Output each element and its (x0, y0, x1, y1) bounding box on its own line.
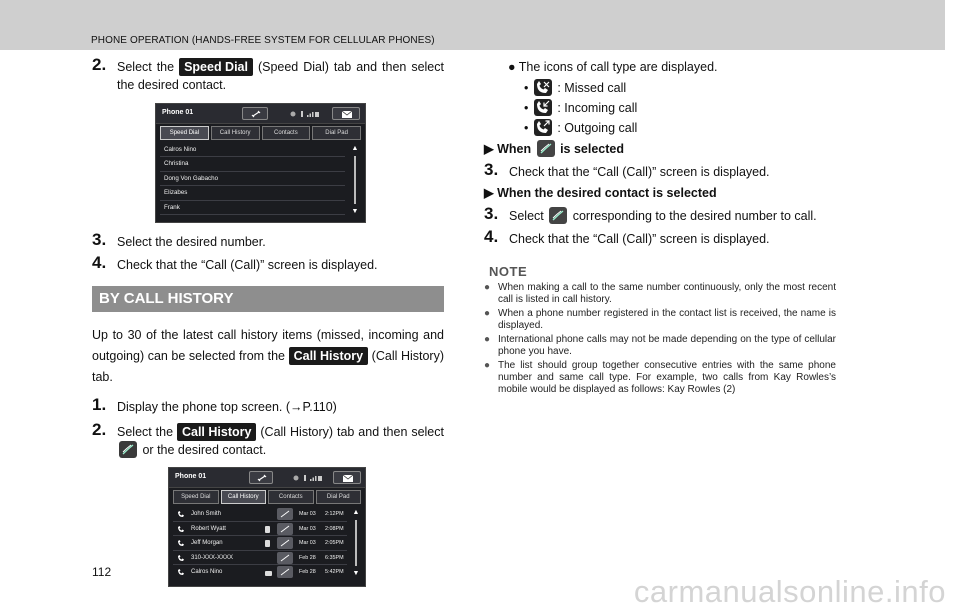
call-time: 6:35PM (325, 554, 344, 561)
call-date: Mar 03 (299, 525, 316, 532)
list-item[interactable]: Dong Von Gabacho (160, 172, 345, 186)
scrollbar[interactable] (351, 508, 361, 582)
speed-dial-screen (155, 103, 366, 223)
call-date: Feb 28 (299, 569, 316, 576)
contact-name: Robert Wyatt (191, 525, 226, 532)
missed-call-icon (534, 79, 552, 96)
call-button-icon (277, 508, 293, 520)
scroll-up-button[interactable]: ▲ (352, 509, 360, 516)
call-button-icon (277, 537, 293, 549)
step-text: Check that the “Call (Call)” screen is displayed. (509, 165, 770, 179)
status-icons (290, 110, 320, 118)
note-text: International phone calls may not be made depending on the type of cellular phone you have. (498, 334, 836, 357)
scroll-down-button[interactable]: ▼ (351, 208, 359, 215)
note-item (484, 282, 836, 306)
home-phone-icon (265, 571, 272, 576)
outgoing-call-entry (484, 118, 836, 138)
call-history-screen (168, 467, 366, 587)
watermark: carmanualsonline.info (633, 574, 946, 609)
messages-button[interactable] (333, 471, 361, 484)
call-type-intro: ● The icons of call type are displayed. (508, 60, 718, 74)
call-date: Mar 03 (299, 540, 316, 547)
call-button[interactable] (277, 566, 293, 578)
link-icon (250, 472, 274, 485)
contact-name: John Smith (191, 511, 222, 517)
step-number: 1. (92, 395, 107, 414)
call-button-icon (119, 441, 137, 458)
mobile-phone-icon (265, 526, 270, 533)
speed-dial-step-2 (92, 55, 444, 94)
outgoing-call-icon (177, 539, 185, 547)
call-button-icon (277, 523, 293, 535)
call-time: 5:42PM (325, 569, 344, 576)
tab-call-history[interactable]: Call History (221, 490, 267, 504)
screen-header (156, 104, 365, 124)
step-number: 3. (484, 160, 499, 179)
outgoing-call-icon (177, 525, 185, 533)
outgoing-call-icon (177, 568, 185, 576)
step-text: or the desired contact. (142, 443, 267, 457)
screen-tabs (173, 490, 361, 504)
note-item (484, 334, 836, 358)
section-title-bar: BY CALL HISTORY (92, 286, 444, 312)
speed-dial-step-4 (92, 253, 444, 274)
scroll-up-button[interactable]: ▲ (351, 145, 359, 152)
call-type-label: : Missed call (557, 81, 627, 95)
tab-dial-pad[interactable]: Dial Pad (312, 126, 361, 140)
signal-icon (293, 474, 323, 482)
contact-name: 310-XXX-XXXX (191, 554, 234, 561)
outgoing-call-icon (534, 119, 552, 136)
note-text: When making a call to the same number continuously, only the most recent call is listed in call history. (498, 282, 836, 305)
bullet: • (524, 81, 529, 95)
link-icon (243, 108, 269, 121)
step-text: Check that the “Call (Call)” screen is displayed. (117, 258, 378, 272)
outgoing-call-icon (177, 510, 185, 518)
call-button-icon (277, 566, 293, 578)
call-type-label: : Outgoing call (557, 121, 638, 135)
call-time: 2:05PM (325, 540, 344, 547)
tab-call-history[interactable]: Call History (211, 126, 260, 140)
call-button-icon (549, 207, 567, 224)
missed-call-entry (484, 78, 836, 98)
call-history-intro (92, 325, 444, 388)
tab-contacts[interactable]: Contacts (268, 490, 314, 504)
scroll-track (355, 520, 357, 566)
step-text: (Speed Dial) tab and then select the desired contact. (117, 60, 444, 92)
status-icons (293, 474, 323, 482)
step-number: 4. (484, 227, 499, 246)
note-bullet: ● (484, 334, 491, 345)
scroll-track (354, 156, 356, 204)
step-text: Select the desired number. (117, 235, 266, 249)
call-type-label: : Incoming call (557, 101, 638, 115)
call-button-icon (277, 552, 293, 564)
screen-tabs (160, 126, 361, 140)
call-history-list (173, 507, 347, 580)
history-step-1 (92, 395, 444, 416)
note-text: When a phone number registered in the contact list is received, the name is displayed. (498, 308, 836, 331)
when-text: is selected (560, 142, 625, 156)
note-bullet: ● (484, 360, 491, 371)
para-text: (Call History) tab. (92, 349, 445, 384)
when-text: ▶ When (484, 142, 532, 156)
when-call-button-selected (484, 139, 836, 159)
step-text: Select the (117, 60, 175, 74)
note-heading: NOTE (489, 264, 528, 279)
contact-name: Calros Nino (191, 569, 223, 576)
step-text: Select (509, 209, 544, 223)
call-button-icon (537, 140, 555, 157)
call-button[interactable] (277, 537, 293, 549)
right-column (484, 58, 836, 396)
call-time: 2:08PM (325, 525, 344, 532)
bluetooth-button[interactable] (242, 107, 268, 120)
call-date: Feb 28 (299, 554, 316, 561)
outgoing-call-icon (177, 554, 185, 562)
step-text: corresponding to the desired number to call. (572, 209, 817, 223)
call-history-tab-badge: Call History (177, 423, 256, 441)
step-number: 3. (484, 204, 499, 223)
call-button[interactable] (277, 523, 293, 535)
tab-speed-dial[interactable]: Speed Dial (173, 490, 219, 504)
bullet: • (524, 121, 529, 135)
note-bullet: ● (484, 308, 491, 319)
bullet: • (524, 101, 529, 115)
step-number: 2. (92, 55, 107, 74)
table-row[interactable] (173, 565, 347, 580)
list-item[interactable]: Frank (160, 201, 345, 215)
tab-contacts[interactable]: Contacts (262, 126, 311, 140)
messages-button[interactable] (332, 107, 360, 120)
call-button[interactable] (277, 552, 293, 564)
list-item[interactable]: Elizabes (160, 186, 345, 200)
scrollbar[interactable] (350, 144, 360, 218)
envelope-icon (333, 108, 361, 121)
history-step-2 (92, 420, 444, 459)
call-history-tab-badge: Call History (289, 347, 368, 365)
step-text: (Call History) tab and then select (260, 425, 444, 439)
left-column (92, 55, 445, 587)
contact-name: Jeff Morgan (191, 540, 223, 547)
signal-icon (290, 110, 320, 118)
step-number: 3. (92, 230, 107, 249)
tab-dial-pad[interactable]: Dial Pad (316, 490, 362, 504)
header-title: PHONE OPERATION (HANDS-FREE SYSTEM FOR CELLULAR PHONES) (91, 35, 435, 46)
para-text: Up to 30 of the latest call history items (missed, incoming and outgoing) can be selected from the (92, 328, 444, 363)
table-row[interactable] (173, 551, 347, 566)
call-time: 2:12PM (325, 511, 344, 517)
step-text: Display the phone top screen. (→P.110) (117, 400, 337, 414)
scroll-down-button[interactable]: ▼ (352, 570, 360, 577)
page-number: 112 (92, 565, 112, 579)
note-list (484, 282, 836, 396)
call-button[interactable] (277, 508, 293, 520)
contact-step-3 (484, 204, 836, 225)
table-row[interactable] (173, 536, 347, 551)
when-contact-selected: ▶ When the desired contact is selected (484, 186, 717, 200)
step-text: Check that the “Call (Call)” screen is displayed. (509, 232, 770, 246)
incoming-call-entry (484, 98, 836, 118)
list-item[interactable]: Christina (160, 157, 345, 171)
step-text: Select the (117, 425, 174, 439)
speed-dial-tab-badge: Speed Dial (179, 58, 253, 76)
work-phone-icon (265, 540, 270, 547)
screen-title: Phone 01 (175, 473, 207, 480)
contact-step-4 (484, 227, 836, 248)
screen-title: Phone 01 (162, 109, 194, 116)
step-number: 2. (92, 420, 107, 439)
list-item[interactable]: Calros Nino (160, 143, 345, 157)
note-item (484, 360, 836, 396)
call-step-3 (484, 160, 836, 181)
incoming-call-icon (534, 99, 552, 116)
bluetooth-button[interactable] (249, 471, 273, 484)
screen-header (169, 468, 365, 488)
tab-speed-dial[interactable]: Speed Dial (160, 126, 209, 140)
step-number: 4. (92, 253, 107, 272)
note-item (484, 308, 836, 332)
speed-dial-step-3 (92, 230, 444, 251)
page-header (0, 0, 945, 50)
contact-list (160, 143, 345, 215)
note-text: The list should group together consecutive entries with the same phone number and same call type. For example, two calls from Kay Rowles’s mobile would be displayed as follows: Kay Rowles (2) (498, 360, 836, 395)
call-date: Mar 03 (299, 511, 316, 517)
note-bullet: ● (484, 282, 491, 293)
envelope-icon (334, 472, 362, 485)
table-row[interactable] (173, 522, 347, 537)
table-row[interactable] (173, 507, 347, 522)
